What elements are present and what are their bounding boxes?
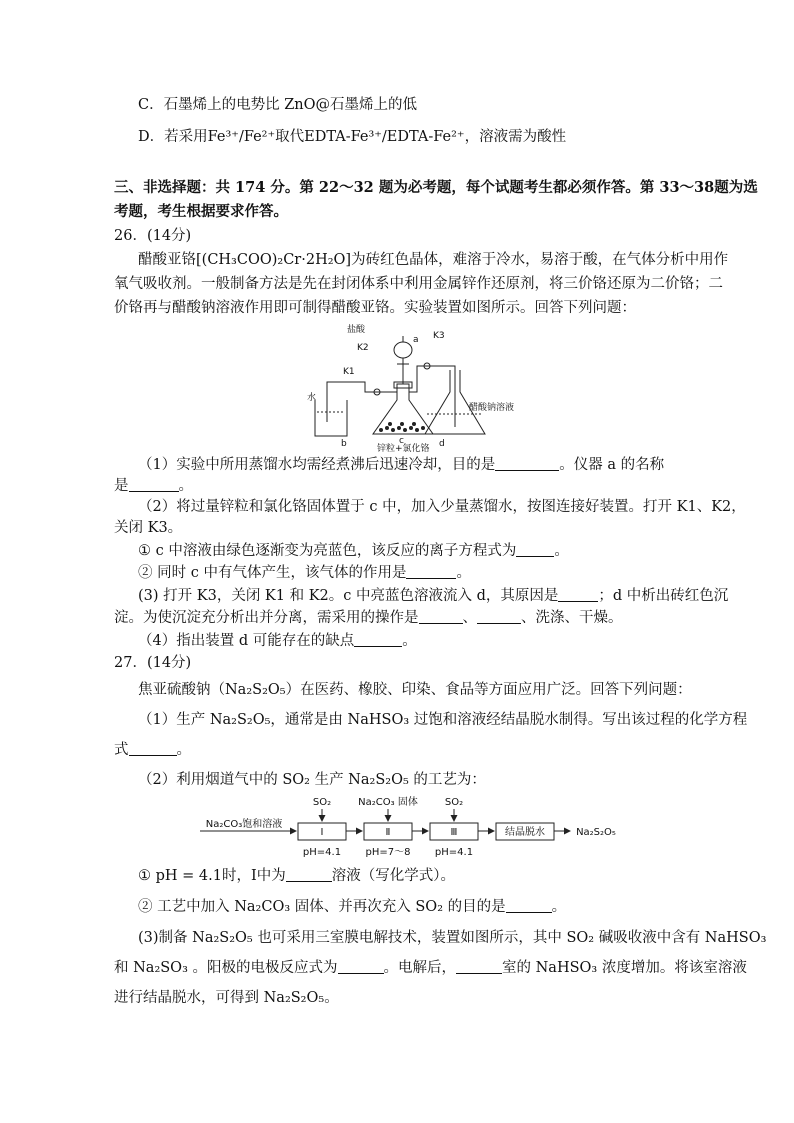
q27-p2-item1 bbox=[138, 866, 455, 886]
q26-intro-3: 价铬再与醋酸钠溶液作用即可制得醋酸亚铬。实验装置如图所示。回答下列问题： bbox=[114, 300, 636, 316]
q27-intro: 焦亚硫酸钠（Na₂S₂O₅）在医药、橡胶、印染、食品等方面应用广泛。回答下列问题： bbox=[138, 682, 692, 698]
label-k3: K3 bbox=[433, 331, 445, 341]
q26-intro-2: 氧气吸收剂。一般制备方法是先在封闭体系中利用金属锌作还原剂，将三价铬还原为二价铬；二 bbox=[114, 276, 723, 292]
q26-p1-line2 bbox=[114, 476, 193, 496]
q26-p2-item1 bbox=[138, 541, 569, 561]
flow-box2: Ⅱ bbox=[385, 827, 391, 838]
flow-end: Na₂S₂O₅ bbox=[576, 827, 616, 838]
q27-p2: （2）利用烟道气中的 SO₂ 生产 Na₂S₂O₅ 的工艺为： bbox=[138, 772, 486, 788]
answer-blank[interactable] bbox=[456, 959, 502, 974]
q27-p1-line2 bbox=[114, 740, 191, 760]
flow-ph2: pH=7～8 bbox=[365, 847, 411, 858]
q26-header: 26．(14分) bbox=[114, 228, 192, 244]
label-b: b bbox=[341, 439, 347, 449]
q26-p2-item2 bbox=[138, 563, 471, 583]
q26-p3-text-a: (3) 打开 K3，关闭 K1 和 K2。c 中亮蓝色溶液流入 d，其原因是 bbox=[138, 588, 559, 604]
q26-p2-item2-text: ② 同时 c 中有气体产生，该气体的作用是 bbox=[138, 565, 407, 581]
answer-blank[interactable] bbox=[129, 477, 179, 492]
option-c: C．石墨烯上的电势比 ZnO@石墨烯上的低 bbox=[138, 97, 418, 113]
answer-blank[interactable] bbox=[477, 609, 521, 624]
label-k2: K2 bbox=[357, 343, 369, 353]
q27-p1-line1: （1）生产 Na₂S₂O₅，通常是由 NaHSO₃ 过饱和溶液经结晶脱水制得。写出该过程的化学方程 bbox=[138, 712, 748, 728]
q26-intro-1: 醋酸亚铬[(CH₃COO)₂Cr·2H₂O]为砖红色晶体，难溶于冷水，易溶于酸，在气体分析中用作 bbox=[138, 252, 729, 268]
flow-box3: Ⅲ bbox=[450, 827, 458, 838]
answer-blank[interactable] bbox=[558, 587, 598, 602]
process-flow-diagram bbox=[196, 795, 626, 861]
label-zinc: 锌粒+氯化铬 bbox=[377, 444, 430, 452]
q26-p1-line1 bbox=[138, 455, 664, 475]
answer-blank[interactable] bbox=[406, 564, 456, 579]
q26-p3-text-d: 洗涤、干燥。 bbox=[535, 610, 623, 626]
q27-p1-text-b: 式 bbox=[114, 742, 129, 758]
q27-p2-item1-text-a: ① pH = 4.1时，Ⅰ中为 bbox=[138, 868, 286, 884]
q27-p3-line1: (3)制备 Na₂S₂O₅ 也可采用三室膜电解技术，装置如图所示，其中 SO₂ 碱吸收液中含有 NaHSO₃ bbox=[138, 930, 767, 946]
period: 。 bbox=[554, 543, 569, 559]
q27-p3-text-b1: 和 Na₂SO₃ 。阳极的电极反应式为 bbox=[114, 960, 338, 976]
answer-blank[interactable] bbox=[338, 959, 384, 974]
q26-p2-line2: 关闭 K3。 bbox=[114, 520, 183, 536]
label-naac: 醋酸钠溶液 bbox=[469, 403, 515, 413]
answer-blank[interactable] bbox=[129, 741, 177, 756]
label-k1: K1 bbox=[343, 367, 355, 377]
q26-p1-text-a: （1）实验中所用蒸馏水均需经煮沸后迅速冷却，目的是 bbox=[138, 457, 496, 473]
q26-p4-text: （4）指出装置 d 可能存在的缺点 bbox=[138, 633, 355, 649]
label-hcl: 盐酸 bbox=[347, 325, 366, 335]
q26-p1-text-c: 是 bbox=[114, 478, 129, 494]
period: 。 bbox=[402, 633, 417, 649]
flow-solid: Na₂CO₃ 固体 bbox=[358, 797, 418, 808]
period: 。 bbox=[178, 478, 193, 494]
q27-p2-item2 bbox=[138, 897, 566, 917]
q26-p3-line2 bbox=[114, 608, 623, 628]
period: 。 bbox=[176, 742, 191, 758]
section3-line2: 考题，考生根据要求作答。 bbox=[114, 203, 288, 220]
answer-blank[interactable] bbox=[354, 632, 402, 647]
flow-so2-2: SO₂ bbox=[444, 797, 464, 808]
q26-p4 bbox=[138, 631, 417, 651]
q26-p3-text-c: 淀。为使沉淀充分析出并分离，需采用的操作是 bbox=[114, 610, 419, 626]
answer-blank[interactable] bbox=[495, 456, 559, 471]
flow-box4: 结晶脱水 bbox=[505, 827, 545, 838]
label-d: d bbox=[439, 439, 445, 449]
q27-p2-item2-text: ② 工艺中加入 Na₂CO₃ 固体、并再次充入 SO₂ 的目的是 bbox=[138, 899, 506, 915]
q26-p2-item1-text: ① c 中溶液由绿色逐渐变为亮蓝色，该反应的离子方程式为 bbox=[138, 543, 517, 559]
label-water: 水 bbox=[307, 393, 317, 403]
q27-header: 27．(14分) bbox=[114, 655, 192, 671]
apparatus-figure bbox=[305, 322, 525, 452]
answer-blank[interactable] bbox=[516, 542, 554, 557]
label-a: a bbox=[413, 335, 419, 345]
flow-ph3: pH=4.1 bbox=[434, 847, 474, 858]
flow-ph1: pH=4.1 bbox=[302, 847, 342, 858]
option-d: D．若采用Fe³⁺/Fe²⁺取代EDTA-Fe³⁺/EDTA-Fe²⁺，溶液需为酸性 bbox=[138, 129, 567, 145]
q26-p3-text-b: ；d 中析出砖红色沉 bbox=[598, 588, 729, 604]
answer-blank[interactable] bbox=[506, 898, 552, 913]
period: 。 bbox=[551, 899, 567, 915]
q26-p2-line1: （2）将过量锌粒和氯化铬固体置于 c 中，加入少量蒸馏水，按图连接好装置。打开 K1、K2， bbox=[138, 499, 746, 515]
q26-p1-text-b: 。仪器 a 的名称 bbox=[559, 457, 665, 473]
q27-p3-line2 bbox=[114, 958, 747, 978]
flow-box1: Ⅰ bbox=[320, 827, 324, 838]
answer-blank[interactable] bbox=[419, 609, 463, 624]
q27-p3-text-b3: 室的 NaHSO₃ 浓度增加。将该室溶液 bbox=[502, 960, 747, 976]
flow-so2-1: SO₂ bbox=[312, 797, 332, 808]
q27-p3-line3: 进行结晶脱水，可得到 Na₂S₂O₅。 bbox=[114, 990, 339, 1006]
comma: 、 bbox=[521, 610, 536, 626]
flow-start: Na₂CO₃饱和溶液 bbox=[205, 819, 283, 830]
section3-line1: 三、非选择题：共 174 分。第 22～32 题为必考题，每个试题考生都必须作答。第 33～38题为选 bbox=[114, 179, 758, 196]
comma: 、 bbox=[462, 610, 477, 626]
q27-p3-text-b2: 。电解后， bbox=[383, 960, 456, 976]
period: 。 bbox=[456, 565, 471, 581]
label-c: c bbox=[399, 436, 404, 446]
q26-p3-line1 bbox=[138, 586, 728, 606]
q27-p2-item1-text-b: 溶液（写化学式）。 bbox=[331, 868, 455, 884]
answer-blank[interactable] bbox=[286, 867, 332, 882]
